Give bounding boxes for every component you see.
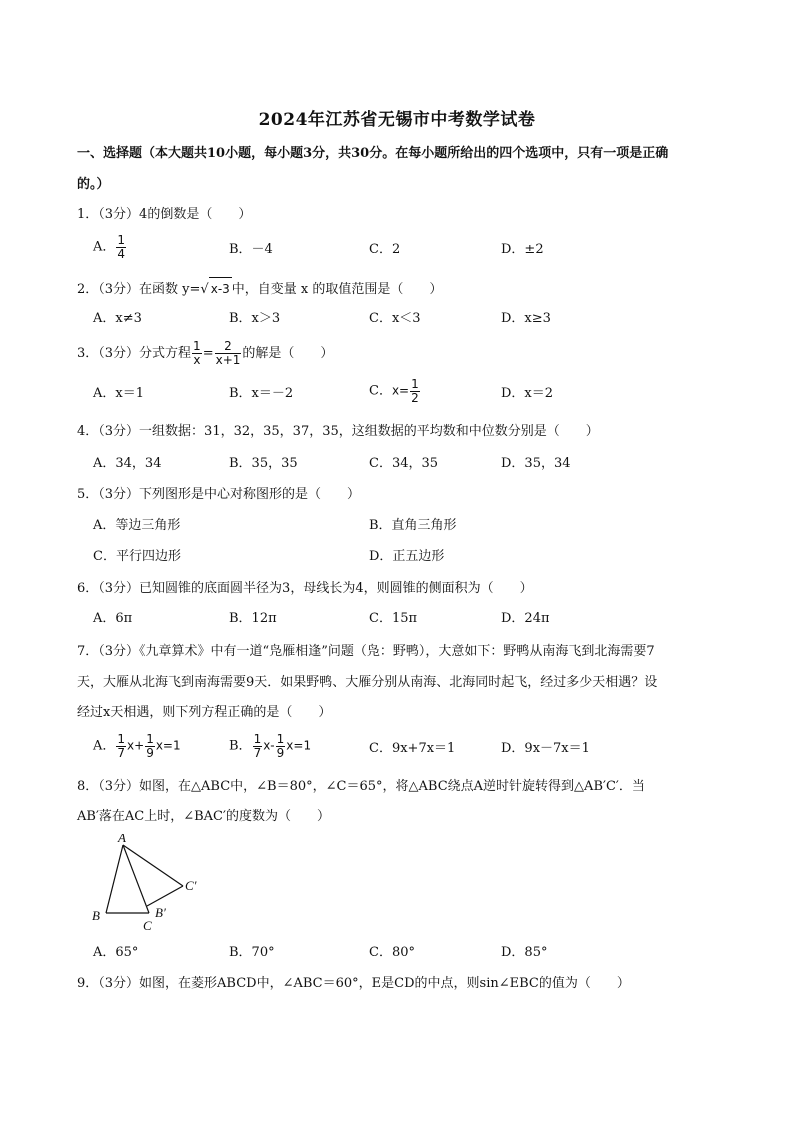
q6-option-c: C．15π [369,611,418,626]
q4-option-c: C．34，35 [369,456,439,471]
q8-option-a: A．65° [93,945,139,960]
q7-option-c: C．9x+7x＝1 [369,741,456,756]
q7-option-b [229,733,311,759]
q3-option-a: A．x＝1 [93,386,144,401]
q3-option-d: D．x＝2 [501,386,554,401]
fraction-denominator: x [193,353,201,367]
fraction-numerator: 1 [117,233,126,247]
q8-option-b: B．70° [229,945,275,960]
q7-option-a-end: x=1 [155,738,181,753]
question-7-line2: 天，大雁从北海飞到南海需要9天．如果野鸭、大雁分别从南海、北海同时起飞，经过多少天相遇？设 [77,675,658,690]
fraction-numerator: 1 [146,732,154,746]
segment-ac-prime [123,845,183,886]
fraction-denominator: 7 [253,745,262,760]
label-b-prime: B′ [155,905,166,920]
q3-option-c-fraction [410,378,420,404]
fraction-numerator: 1 [117,732,126,746]
fraction-numerator: 1 [193,339,201,354]
q1-option-a-fraction [116,234,126,260]
q5-option-b: B．直角三角形 [369,518,457,533]
q7-option-a [93,733,181,759]
sqrt-icon: √ [200,282,209,297]
page-title: 2024年江苏省无锡市中考数学试卷 [258,110,536,130]
label-c: C [143,918,152,933]
label-a: A [118,834,126,845]
section-heading-line2: 的。） [77,177,110,192]
question-6: 6．（3分）已知圆锥的底面圆半径为3，母线长为4，则圆锥的侧面积为（ ） [77,581,533,596]
q7-option-a-label: A． [93,738,116,754]
q6-option-d: D．24π [501,611,550,626]
q7-option-a-mid: x+ [127,738,145,753]
fraction-denominator: 7 [117,745,126,760]
q8-option-d: D．85° [501,945,548,960]
q2-option-b: B．x＞3 [229,311,281,326]
q2-stem-end: 中，自变量 x 的取值范围是（ ） [231,282,443,297]
q2-option-a: A．x≠3 [93,311,142,326]
fraction-denominator: 9 [146,745,154,760]
q3-option-c [369,378,421,404]
q3-equals: = [202,346,214,361]
segment-ac [123,845,149,913]
question-1: 1．（3分）4的倒数是（ ） [77,207,252,222]
section-heading-line1: 一、选择题（本大题共10小题，每小题3分，共30分。在每小题所给出的四个选项中，只有一项是正确 [77,146,669,161]
q5-option-d: D．正五边形 [369,549,445,564]
q2-option-d: D．x≥3 [501,311,551,326]
q7-option-b-label: B． [229,738,252,754]
question-4: 4．（3分）一组数据：31，32，35，37，35，这组数据的平均数和中位数分别是（ ） [77,424,599,439]
fraction-numerator: 1 [276,732,285,746]
q7-option-b-fraction-1 [253,733,263,759]
segment-bp-cp [147,886,183,906]
q3-fraction-2 [215,340,242,366]
question-2 [77,277,727,301]
q1-option-a-label: A． [93,239,116,255]
q2-option-c: C．x＜3 [369,311,421,326]
label-c-prime: C′ [185,878,197,893]
q8-figure [88,834,218,934]
q5-option-c: C．平行四边形 [93,549,181,564]
question-8-line1: 8．（3分）如图，在△ABC中，∠B＝80°，∠C＝65°，将△ABC绕点A逆时针旋转得到△AB′C′．当 [77,779,645,794]
question-7-line3: 经过x天相遇，则下列方程正确的是（ ） [77,705,332,720]
q7-option-b-fraction-2 [276,733,286,759]
fraction-denominator: 2 [411,390,419,405]
q7-option-a-fraction-1 [116,733,126,759]
q3-stem-start: 3．（3分）分式方程 [77,346,192,361]
segment-ab [106,845,123,913]
question-3 [77,337,727,371]
q3-option-c-label: C． [369,383,392,399]
fraction-numerator: 1 [411,377,419,391]
fraction-numerator: 2 [215,340,242,354]
q7-option-a-fraction-2 [145,733,155,759]
q4-option-d: D．35，34 [501,456,571,471]
label-b: B [92,908,100,923]
q1-option-c: C．2 [369,242,401,257]
question-8-line2: AB′落在AC上时，∠BAC′的度数为（ ） [77,809,330,824]
question-7-line1: 7．（3分）《九章算术》中有一道“凫雁相逢”问题（凫：野鸭），大意如下：野鸭从南海飞到北海需要7 [77,644,655,659]
q1-option-b: B．－4 [229,242,273,257]
q2-radicand: x-3 [209,277,232,300]
fraction-denominator: 9 [276,745,285,760]
fraction-denominator: 4 [117,246,126,261]
q7-option-d: D．9x－7x＝1 [501,741,590,756]
question-5: 5．（3分）下列图形是中心对称图形的是（ ） [77,487,361,502]
q1-option-a [93,234,127,260]
q1-option-d: D．±2 [501,242,544,257]
q4-option-a: A．34，34 [93,456,162,471]
q5-option-a: A．等边三角形 [93,518,181,533]
q8-option-c: C．80° [369,945,415,960]
q3-option-c-var: x= [391,383,410,398]
fraction-denominator: x+1 [215,353,241,367]
q3-option-b: B．x＝－2 [229,386,294,401]
q7-option-b-end: x=1 [286,738,312,753]
q3-stem-end: 的解是（ ） [242,346,334,361]
question-9: 9．（3分）如图，在菱形ABCD中，∠ABC＝60°，E是CD的中点，则sin∠EBC的值为（ ） [77,976,630,991]
q4-option-b: B．35，35 [229,456,298,471]
q7-option-b-mid: x- [263,738,275,753]
q3-fraction-1 [192,340,202,366]
q2-stem-start: 2．（3分）在函数 y= [77,282,201,297]
q6-option-b: B．12π [229,611,277,626]
q6-option-a: A．6π [93,611,133,626]
fraction-numerator: 1 [253,732,262,746]
